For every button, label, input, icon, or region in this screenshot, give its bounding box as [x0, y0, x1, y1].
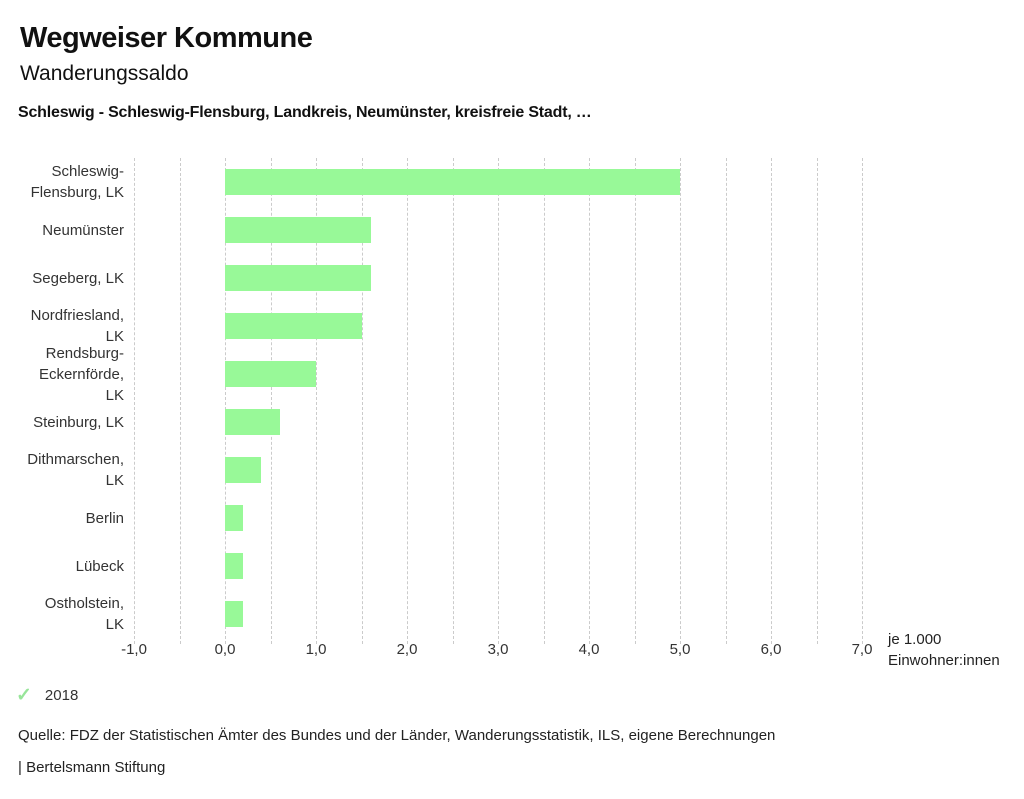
gridline	[635, 158, 636, 644]
legend-item-2018[interactable]	[16, 686, 78, 705]
legend-label: 2018	[44, 687, 79, 704]
gridline	[407, 158, 408, 644]
x-tick-label: 1,0	[305, 641, 327, 658]
x-tick-label: 5,0	[669, 641, 691, 658]
gridline	[726, 158, 727, 644]
gridline	[680, 158, 681, 644]
category-label: Dithmarschen, LK	[27, 451, 124, 489]
category-label: Segeberg, LK	[32, 269, 124, 287]
x-tick-label: 4,0	[578, 641, 600, 658]
unit-label-line2: Einwohner:innen	[888, 652, 1000, 669]
check-icon: ✓	[16, 685, 32, 706]
x-tick-label: 3,0	[487, 641, 509, 658]
bar[interactable]	[225, 601, 243, 627]
bar[interactable]	[225, 553, 243, 579]
branding-text: | Bertelsmann Stiftung	[18, 759, 166, 776]
x-tick-label: 6,0	[760, 641, 782, 658]
gridline	[817, 158, 818, 644]
bar[interactable]	[225, 169, 680, 195]
bar[interactable]	[225, 409, 280, 435]
x-tick-label: 7,0	[851, 641, 873, 658]
gridline	[862, 158, 863, 644]
gridline	[180, 158, 181, 644]
region-filter-line: Schleswig - Schleswig-Flensburg, Landkreis, Neumünster, kreisfreie Stadt, …	[18, 104, 592, 121]
unit-label-line1: je 1.000	[888, 631, 942, 648]
plot-area	[134, 158, 862, 638]
gridline	[134, 158, 135, 644]
gridline	[453, 158, 454, 644]
category-label: Nordfriesland, LK	[30, 307, 124, 345]
x-tick-label: 2,0	[396, 641, 418, 658]
category-label: Lübeck	[75, 557, 124, 575]
category-label: Berlin	[85, 509, 124, 527]
bar[interactable]	[225, 313, 362, 339]
category-label: Ostholstein, LK	[44, 595, 124, 633]
category-label: Steinburg, LK	[33, 413, 124, 431]
gridline	[589, 158, 590, 644]
category-label: Rendsburg- Eckernförde, LK	[38, 344, 124, 404]
bar[interactable]	[225, 457, 261, 483]
bar[interactable]	[225, 361, 316, 387]
source-text: Quelle: FDZ der Statistischen Ämter des Bundes und der Länder, Wanderungsstatistik, ILS, eigene Berechnungen	[18, 727, 776, 744]
app-title: Wegweiser Kommune	[20, 22, 313, 54]
bar[interactable]	[225, 217, 371, 243]
category-label: Schleswig- Flensburg, LK	[30, 163, 124, 201]
gridline	[544, 158, 545, 644]
x-tick-label: 0,0	[214, 641, 236, 658]
category-label: Neumünster	[42, 221, 124, 239]
chart-title: Wanderungssaldo	[20, 62, 189, 85]
value-axis-unit-label	[888, 629, 1000, 671]
bar[interactable]	[225, 505, 243, 531]
bar[interactable]	[225, 265, 371, 291]
x-tick-label: -1,0	[121, 641, 147, 658]
gridline	[771, 158, 772, 644]
gridline	[498, 158, 499, 644]
